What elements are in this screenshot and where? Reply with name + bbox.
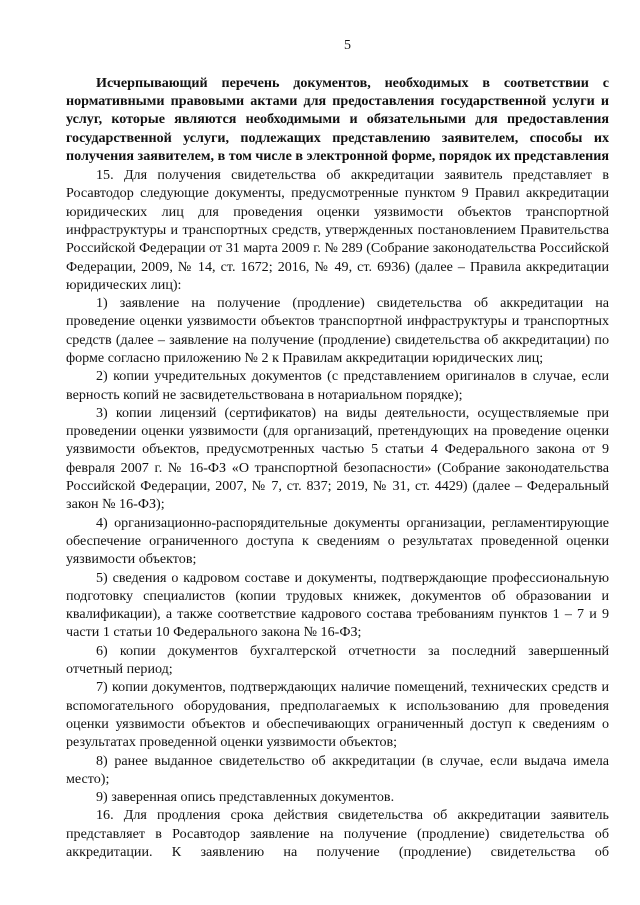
page-number: 5 [344, 38, 351, 53]
list-item-2: 2) копии учредительных документов (с представлением оригиналов в случае, если верность копий не засвидетельствована в нотариальном порядке); [66, 368, 609, 403]
list-item-4: 4) организационно-распорядительные документы организации, регламентирующие обеспечение ограниченного доступа к сведениям о результатах проведенной оценки уязвимости объектов; [66, 514, 609, 568]
list-item-7: 7) копии документов, подтверждающих наличие помещений, технических средств и вспомогательного оборудования, предполагаемых к использованию для проведения оценки уязвимости объектов и обеспечивающих ограниченный доступ к сведениям о результатах проведенной оценки уязвимости объектов; [66, 679, 609, 751]
document-body [66, 166, 609, 861]
list-item-8: 8) ранее выданное свидетельство об аккредитации (в случае, если выдача имела место); [66, 752, 609, 787]
paragraph-15: 15. Для получения свидетельства об аккредитации заявитель представляет в Росавтодор следующие документы, предусмотренные пунктом 9 Правил аккредитации юридических лиц для проведения оценки уязвимости объектов транспортной инфраструктуры и транспортных средств, утвержденных постановлением Правительства Российской Федерации от 31 марта 2009 г. № 289 (Собрание законодательства Российской Федерации, 2009, № 14, ст. 1672; 2016, № 49, ст. 6936) (далее – Правила аккредитации юридических лиц): [66, 167, 609, 293]
list-item-1: 1) заявление на получение (продление) свидетельства об аккредитации на проведение оценки уязвимости объектов транспортной инфраструктуры и транспортных средств (далее – заявление на получение (продление) свидетельства об аккредитации) по форме согласно приложению № 2 к Правилам аккредитации юридических лиц; [66, 295, 609, 366]
paragraph-16: 16. Для продления срока действия свидетельства об аккредитации заявитель представляет в Росавтодор заявление на получение (продление) свидетельства об аккредитации. К заявлению на получение (продление) свидетельства об [66, 807, 609, 860]
section-heading: Исчерпывающий перечень документов, необходимых в соответствии с нормативными правовыми актами для предоставления государственной услуги и услуг, которые являются необходимыми и обязательными для предоставления государственной услуги, подлежащих представлению заявителем, способы их получения заявителем, в том числе в электронной форме, порядок их представления [66, 75, 610, 164]
list-item-6: 6) копии документов бухгалтерской отчетности за последний завершенный отчетный период; [66, 642, 609, 678]
list-item-9: 9) заверенная опись представленных документов. [96, 789, 395, 806]
list-item-5: 5) сведения о кадровом составе и документы, подтверждающие профессиональную подготовку специалистов (копии трудовых книжек, документов об образовании и квалификации), а также соответствие кадрового состава требованиям пунктов 1 – 7 и 9 части 1 статьи 10 Федерального закона № 16-ФЗ; [66, 569, 609, 641]
list-item-3: 3) копии лицензий (сертификатов) на виды деятельности, осуществляемые при проведении оценки уязвимости (для организаций, претендующих на проведение оценки уязвимости объектов, предусмотренных частью 5 статьи 4 Федерального закона от 9 февраля 2007 г. № 16-ФЗ «О транспортной безопасности» (Собрание законодательства Российской Федерации, 2007, № 7, ст. 837; 2019, № 31, ст. 4429) (далее – Федеральный закон № 16-ФЗ); [66, 404, 609, 513]
